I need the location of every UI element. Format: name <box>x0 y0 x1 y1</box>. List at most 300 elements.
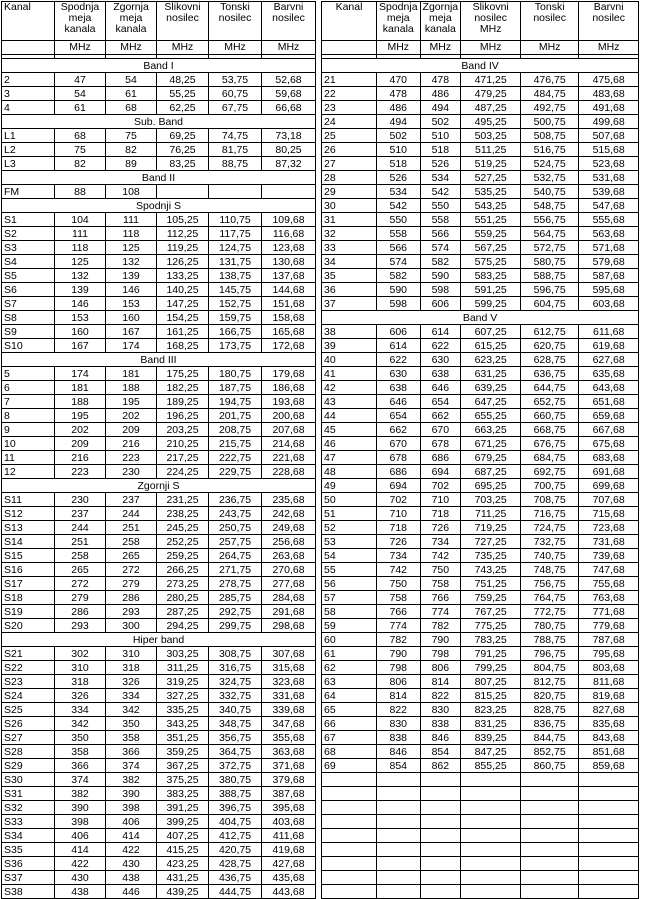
table-row <box>2 745 316 759</box>
channel-cell: S27 <box>2 731 55 745</box>
color-carrier-cell: 731,68 <box>579 535 639 549</box>
empty-cell <box>579 815 639 829</box>
audio-carrier-cell: 836,75 <box>521 717 579 731</box>
audio-carrier-cell: 764,75 <box>521 591 579 605</box>
channel-cell: S13 <box>2 521 55 535</box>
upper-limit-cell: 342 <box>106 703 157 717</box>
color-carrier-cell: 277,68 <box>262 577 316 591</box>
channel-cell: 27 <box>322 157 377 171</box>
color-carrier-cell: 200,68 <box>262 409 316 423</box>
video-carrier-cell: 161,25 <box>157 325 209 339</box>
empty-cell <box>420 773 461 787</box>
audio-carrier-cell <box>209 185 262 199</box>
video-carrier-cell: 147,25 <box>157 297 209 311</box>
empty-cell <box>377 857 421 871</box>
table-row <box>2 829 316 843</box>
table-row <box>2 493 316 507</box>
color-carrier-cell: 555,68 <box>579 213 639 227</box>
lower-limit-cell: 174 <box>55 367 106 381</box>
channel-cell: 59 <box>322 619 377 633</box>
channel-cell: 67 <box>322 731 377 745</box>
video-carrier-cell: 266,25 <box>157 563 209 577</box>
channel-cell: S4 <box>2 255 55 269</box>
upper-limit-cell: 422 <box>106 843 157 857</box>
band-header-row <box>322 59 639 73</box>
audio-carrier-cell: 692,75 <box>521 465 579 479</box>
upper-limit-cell: 414 <box>106 829 157 843</box>
empty-cell <box>579 773 639 787</box>
audio-carrier-cell: 508,75 <box>521 129 579 143</box>
table-row <box>2 787 316 801</box>
lower-limit-cell: 654 <box>377 409 421 423</box>
empty-cell <box>521 815 579 829</box>
band-header-row <box>2 199 316 213</box>
channel-cell: S14 <box>2 535 55 549</box>
color-carrier-cell: 52,68 <box>262 73 316 87</box>
color-carrier-cell: 291,68 <box>262 605 316 619</box>
video-carrier-cell: 423,25 <box>157 857 209 871</box>
table-row <box>322 633 639 647</box>
lower-limit-cell: 774 <box>377 619 421 633</box>
lower-limit-cell: 139 <box>55 283 106 297</box>
channel-cell: S35 <box>2 843 55 857</box>
upper-limit-cell: 686 <box>420 451 461 465</box>
table-body-left <box>2 55 316 899</box>
lower-limit-cell: 326 <box>55 689 106 703</box>
lower-limit-cell: 167 <box>55 339 106 353</box>
col-header-spodnja-meja: Spodnja meja kanala <box>377 2 421 41</box>
channel-cell: 35 <box>322 269 377 283</box>
color-carrier-cell: 675,68 <box>579 437 639 451</box>
video-carrier-cell: 439,25 <box>157 885 209 899</box>
color-carrier-cell: 144,68 <box>262 283 316 297</box>
lower-limit-cell: 550 <box>377 213 421 227</box>
channel-cell: 51 <box>322 507 377 521</box>
empty-cell <box>322 871 377 885</box>
lower-limit-cell: 75 <box>55 143 106 157</box>
table-row <box>2 325 316 339</box>
empty-cell <box>377 773 421 787</box>
empty-cell <box>377 815 421 829</box>
video-carrier-cell: 631,25 <box>461 367 521 381</box>
audio-carrier-cell: 131,75 <box>209 255 262 269</box>
lower-limit-cell: 614 <box>377 339 421 353</box>
table-row <box>2 759 316 773</box>
audio-carrier-cell: 412,75 <box>209 829 262 843</box>
table-row <box>322 255 639 269</box>
color-carrier-cell: 627,68 <box>579 353 639 367</box>
color-carrier-cell: 363,68 <box>262 745 316 759</box>
table-row <box>2 73 316 87</box>
video-carrier-cell: 48,25 <box>157 73 209 87</box>
audio-carrier-cell: 428,75 <box>209 857 262 871</box>
band-label: Band V <box>322 311 639 325</box>
table-row <box>2 535 316 549</box>
upper-limit-cell: 814 <box>420 675 461 689</box>
col-header-zgornja-meja: Zgornja meja kanala <box>106 2 157 41</box>
video-carrier-cell: 831,25 <box>461 717 521 731</box>
color-carrier-cell <box>262 185 316 199</box>
lower-limit-cell: 310 <box>55 661 106 675</box>
table-row <box>2 549 316 563</box>
upper-limit-cell: 670 <box>420 423 461 437</box>
table-row <box>2 227 316 241</box>
audio-carrier-cell: 285,75 <box>209 591 262 605</box>
upper-limit-cell: 694 <box>420 465 461 479</box>
audio-carrier-cell: 236,75 <box>209 493 262 507</box>
upper-limit-cell: 526 <box>420 157 461 171</box>
table-row <box>2 647 316 661</box>
channel-cell: S31 <box>2 787 55 801</box>
audio-carrier-cell: 222,75 <box>209 451 262 465</box>
color-carrier-cell: 339,68 <box>262 703 316 717</box>
color-carrier-cell: 539,68 <box>579 185 639 199</box>
lower-limit-cell: 223 <box>55 465 106 479</box>
lower-limit-cell: 566 <box>377 241 421 255</box>
upper-limit-cell: 153 <box>106 297 157 311</box>
video-carrier-cell: 823,25 <box>461 703 521 717</box>
audio-carrier-cell: 215,75 <box>209 437 262 451</box>
video-carrier-cell: 303,25 <box>157 647 209 661</box>
empty-row <box>322 885 639 899</box>
video-carrier-cell: 775,25 <box>461 619 521 633</box>
table-row <box>2 157 316 171</box>
video-carrier-cell: 83,25 <box>157 157 209 171</box>
channel-cell: 26 <box>322 143 377 157</box>
channel-cell: 40 <box>322 353 377 367</box>
table-row <box>322 605 639 619</box>
table-row <box>322 479 639 493</box>
upper-limit-cell: 237 <box>106 493 157 507</box>
color-carrier-cell: 165,68 <box>262 325 316 339</box>
lower-limit-cell: 510 <box>377 143 421 157</box>
lower-limit-cell: 209 <box>55 437 106 451</box>
color-carrier-cell: 443,68 <box>262 885 316 899</box>
color-carrier-cell: 256,68 <box>262 535 316 549</box>
lower-limit-cell: 422 <box>55 857 106 871</box>
upper-limit-cell: 574 <box>420 241 461 255</box>
video-carrier-cell: 133,25 <box>157 269 209 283</box>
channel-cell: S20 <box>2 619 55 633</box>
audio-carrier-cell: 716,75 <box>521 507 579 521</box>
audio-carrier-cell: 208,75 <box>209 423 262 437</box>
upper-limit-cell: 702 <box>420 479 461 493</box>
table-row <box>2 241 316 255</box>
unit-cell <box>2 41 55 55</box>
empty-cell <box>461 773 521 787</box>
lower-limit-cell: 646 <box>377 395 421 409</box>
table-row <box>2 563 316 577</box>
audio-carrier-cell: 81,75 <box>209 143 262 157</box>
channel-cell: S32 <box>2 801 55 815</box>
video-carrier-cell: 799,25 <box>461 661 521 675</box>
channel-cell: 21 <box>322 73 377 87</box>
empty-cell <box>377 843 421 857</box>
table-row <box>322 493 639 507</box>
upper-limit-cell: 438 <box>106 871 157 885</box>
upper-limit-cell: 566 <box>420 227 461 241</box>
upper-limit-cell: 318 <box>106 661 157 675</box>
lower-limit-cell: 104 <box>55 213 106 227</box>
color-carrier-cell: 523,68 <box>579 157 639 171</box>
table-row <box>2 507 316 521</box>
video-carrier-cell: 687,25 <box>461 465 521 479</box>
color-carrier-cell: 547,68 <box>579 199 639 213</box>
upper-limit-cell: 230 <box>106 465 157 479</box>
table-row <box>2 423 316 437</box>
empty-row <box>322 773 639 787</box>
upper-limit-cell: 398 <box>106 801 157 815</box>
audio-carrier-cell: 700,75 <box>521 479 579 493</box>
color-carrier-cell: 667,68 <box>579 423 639 437</box>
empty-cell <box>461 829 521 843</box>
table-row <box>2 885 316 899</box>
table-row <box>2 689 316 703</box>
lower-limit-cell: 846 <box>377 745 421 759</box>
upper-limit-cell: 61 <box>106 87 157 101</box>
channel-cell: S17 <box>2 577 55 591</box>
audio-carrier-cell: 724,75 <box>521 521 579 535</box>
empty-cell <box>377 885 421 899</box>
empty-cell <box>579 801 639 815</box>
unit-cell <box>322 41 377 55</box>
video-carrier-cell: 327,25 <box>157 689 209 703</box>
audio-carrier-cell: 532,75 <box>521 171 579 185</box>
upper-limit-cell: 111 <box>106 213 157 227</box>
audio-carrier-cell: 756,75 <box>521 577 579 591</box>
video-carrier-cell: 245,25 <box>157 521 209 535</box>
empty-cell <box>461 857 521 871</box>
color-carrier-cell: 411,68 <box>262 829 316 843</box>
video-carrier-cell: 168,25 <box>157 339 209 353</box>
color-carrier-cell: 263,68 <box>262 549 316 563</box>
audio-carrier-cell: 852,75 <box>521 745 579 759</box>
color-carrier-cell: 699,68 <box>579 479 639 493</box>
audio-carrier-cell: 796,75 <box>521 647 579 661</box>
channel-cell: S34 <box>2 829 55 843</box>
upper-limit-cell: 82 <box>106 143 157 157</box>
col-header-tonski-nosilec: Tonski nosilec <box>209 2 262 41</box>
audio-carrier-cell: 124,75 <box>209 241 262 255</box>
channel-cell: 24 <box>322 115 377 129</box>
upper-limit-cell: 790 <box>420 633 461 647</box>
video-carrier-cell: 663,25 <box>461 423 521 437</box>
lower-limit-cell: 494 <box>377 115 421 129</box>
lower-limit-cell: 374 <box>55 773 106 787</box>
upper-limit-cell: 366 <box>106 745 157 759</box>
table-row <box>322 647 639 661</box>
audio-carrier-cell: 780,75 <box>521 619 579 633</box>
upper-limit-cell: 132 <box>106 255 157 269</box>
color-carrier-cell: 242,68 <box>262 507 316 521</box>
channel-cell: S12 <box>2 507 55 521</box>
empty-row <box>322 857 639 871</box>
video-carrier-cell: 575,25 <box>461 255 521 269</box>
empty-cell <box>521 773 579 787</box>
audio-carrier-cell: 684,75 <box>521 451 579 465</box>
channel-cell: 68 <box>322 745 377 759</box>
channel-cell: S6 <box>2 283 55 297</box>
video-carrier-cell: 583,25 <box>461 269 521 283</box>
table-row <box>322 745 639 759</box>
audio-carrier-cell: 548,75 <box>521 199 579 213</box>
upper-limit-cell: 622 <box>420 339 461 353</box>
color-carrier-cell: 843,68 <box>579 731 639 745</box>
upper-limit-cell: 209 <box>106 423 157 437</box>
color-carrier-cell: 507,68 <box>579 129 639 143</box>
video-carrier-cell: 196,25 <box>157 409 209 423</box>
channel-cell: S24 <box>2 689 55 703</box>
video-carrier-cell: 119,25 <box>157 241 209 255</box>
upper-limit-cell: 68 <box>106 101 157 115</box>
lower-limit-cell: 230 <box>55 493 106 507</box>
lower-limit-cell: 478 <box>377 87 421 101</box>
color-carrier-cell: 763,68 <box>579 591 639 605</box>
color-carrier-cell: 691,68 <box>579 465 639 479</box>
lower-limit-cell: 742 <box>377 563 421 577</box>
color-carrier-cell: 827,68 <box>579 703 639 717</box>
color-carrier-cell: 214,68 <box>262 437 316 451</box>
upper-limit-cell: 806 <box>420 661 461 675</box>
audio-carrier-cell: 60,75 <box>209 87 262 101</box>
channel-cell: S18 <box>2 591 55 605</box>
audio-carrier-cell: 652,75 <box>521 395 579 409</box>
color-carrier-cell: 249,68 <box>262 521 316 535</box>
video-carrier-cell: 679,25 <box>461 451 521 465</box>
channel-cell: 61 <box>322 647 377 661</box>
band-label: Band III <box>2 353 316 367</box>
color-carrier-cell: 355,68 <box>262 731 316 745</box>
video-carrier-cell: 567,25 <box>461 241 521 255</box>
video-carrier-cell: 487,25 <box>461 101 521 115</box>
audio-carrier-cell: 187,75 <box>209 381 262 395</box>
lower-limit-cell: 526 <box>377 171 421 185</box>
audio-carrier-cell: 145,75 <box>209 283 262 297</box>
table-row <box>2 731 316 745</box>
lower-limit-cell: 790 <box>377 647 421 661</box>
empty-cell <box>521 871 579 885</box>
lower-limit-cell: 202 <box>55 423 106 437</box>
empty-cell <box>521 885 579 899</box>
table-row <box>2 381 316 395</box>
lower-limit-cell: 118 <box>55 241 106 255</box>
empty-cell <box>579 787 639 801</box>
unit-cell: MHz <box>106 41 157 55</box>
channel-cell: 11 <box>2 451 55 465</box>
table-row <box>322 521 639 535</box>
lower-limit-cell: 574 <box>377 255 421 269</box>
band-label: Band II <box>2 171 316 185</box>
video-carrier-cell: 503,25 <box>461 129 521 143</box>
audio-carrier-cell: 229,75 <box>209 465 262 479</box>
table-row <box>322 535 639 549</box>
upper-limit-cell: 390 <box>106 787 157 801</box>
upper-limit-cell: 279 <box>106 577 157 591</box>
channel-cell: 9 <box>2 423 55 437</box>
upper-limit-cell: 446 <box>106 885 157 899</box>
lower-limit-cell: 286 <box>55 605 106 619</box>
channel-cell: 2 <box>2 73 55 87</box>
upper-limit-cell: 334 <box>106 689 157 703</box>
lower-limit-cell: 68 <box>55 129 106 143</box>
lower-limit-cell: 54 <box>55 87 106 101</box>
empty-cell <box>461 815 521 829</box>
upper-limit-cell: 822 <box>420 689 461 703</box>
table-row <box>2 451 316 465</box>
upper-limit-cell: 374 <box>106 759 157 773</box>
audio-carrier-cell: 180,75 <box>209 367 262 381</box>
table-row <box>322 241 639 255</box>
channel-cell: 45 <box>322 423 377 437</box>
channel-cell: 29 <box>322 185 377 199</box>
channel-cell: 46 <box>322 437 377 451</box>
video-carrier-cell: 203,25 <box>157 423 209 437</box>
table-row <box>2 801 316 815</box>
color-carrier-cell: 73,18 <box>262 129 316 143</box>
upper-limit-cell: 326 <box>106 675 157 689</box>
empty-row <box>322 801 639 815</box>
empty-cell <box>521 801 579 815</box>
video-carrier-cell: 280,25 <box>157 591 209 605</box>
video-carrier-cell: 359,25 <box>157 745 209 759</box>
lower-limit-cell: 702 <box>377 493 421 507</box>
table-row <box>322 591 639 605</box>
audio-carrier-cell: 596,75 <box>521 283 579 297</box>
table-row <box>2 367 316 381</box>
channel-cell: S9 <box>2 325 55 339</box>
video-carrier-cell: 407,25 <box>157 829 209 843</box>
video-carrier-cell: 273,25 <box>157 577 209 591</box>
channel-cell: S10 <box>2 339 55 353</box>
table-row <box>322 731 639 745</box>
video-carrier-cell: 519,25 <box>461 157 521 171</box>
table-row <box>2 773 316 787</box>
table-row <box>2 619 316 633</box>
lower-limit-cell: 854 <box>377 759 421 773</box>
lower-limit-cell: 598 <box>377 297 421 311</box>
color-carrier-cell: 435,68 <box>262 871 316 885</box>
table-row <box>322 703 639 717</box>
upper-limit-cell: 202 <box>106 409 157 423</box>
upper-limit-cell: 358 <box>106 731 157 745</box>
channel-cell: 60 <box>322 633 377 647</box>
audio-carrier-cell: 668,75 <box>521 423 579 437</box>
upper-limit-cell: 830 <box>420 703 461 717</box>
lower-limit-cell: 686 <box>377 465 421 479</box>
table-row <box>2 577 316 591</box>
channel-cell: FM <box>2 185 55 199</box>
color-carrier-cell: 787,68 <box>579 633 639 647</box>
video-carrier-cell: 105,25 <box>157 213 209 227</box>
lower-limit-cell: 734 <box>377 549 421 563</box>
audio-carrier-cell: 644,75 <box>521 381 579 395</box>
table-row <box>2 465 316 479</box>
upper-limit-cell: 108 <box>106 185 157 199</box>
lower-limit-cell: 382 <box>55 787 106 801</box>
empty-row <box>322 815 639 829</box>
upper-limit-cell: 174 <box>106 339 157 353</box>
video-carrier-cell: 495,25 <box>461 115 521 129</box>
audio-carrier-cell: 516,75 <box>521 143 579 157</box>
lower-limit-cell: 342 <box>55 717 106 731</box>
upper-limit-cell: 598 <box>420 283 461 297</box>
color-carrier-cell: 835,68 <box>579 717 639 731</box>
upper-limit-cell: 510 <box>420 129 461 143</box>
audio-carrier-cell: 444,75 <box>209 885 262 899</box>
band-label: Sub. Band <box>2 115 316 129</box>
audio-carrier-cell: 772,75 <box>521 605 579 619</box>
video-carrier-cell: 783,25 <box>461 633 521 647</box>
